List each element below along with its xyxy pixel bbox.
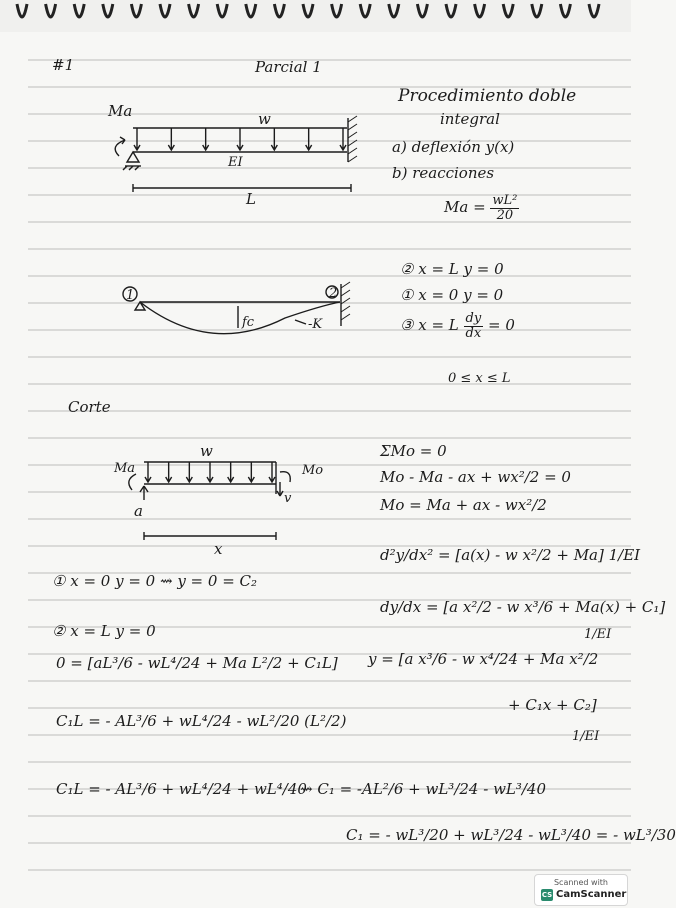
solution-line-4: C₁ = - wL³/20 + wL³/24 - wL³/40 = - wL³/30 (346, 826, 676, 844)
section-mo-label: Mo (302, 463, 324, 478)
deflection-constants: + C₁x + C₂] (508, 696, 597, 714)
procedure-heading: Procedimiento doble (398, 86, 577, 106)
procedure-item-a: a) deflexión y(x) (392, 138, 515, 156)
deflection-rhs: [a x³/6 - w x⁴/24 + Ma x²/2 (398, 650, 599, 668)
solution-line-1: 0 = [aL³/6 - wL⁴/24 + Ma L²/2 + C₁L] (56, 654, 338, 672)
ma-formula-lhs: Ma = (444, 198, 486, 217)
camscanner-logo-icon: CS (541, 891, 553, 899)
bc-2: ② x = L y = 0 (400, 260, 504, 278)
second-derivative-eq (380, 548, 640, 563)
bc-3 (400, 312, 515, 340)
sum-moments: ΣMo = 0 (380, 442, 447, 460)
load-arrow (271, 128, 277, 150)
procedure-item-b: b) reacciones (392, 164, 495, 182)
load-arrow (228, 462, 234, 482)
moment-eq-1: Mo - Ma - ax + wx²/2 = 0 (380, 468, 571, 486)
load-arrow (145, 462, 151, 482)
section-ma-label: Ma (114, 461, 136, 476)
condition-1: ① x = 0 y = 0 ⇝ y = 0 = C₂ (52, 572, 258, 590)
section-a-label: a (134, 502, 143, 520)
load-arrow (248, 462, 254, 482)
deflection-lhs: y = (368, 650, 394, 668)
solution-line-3b: ⇝ C₁ = -AL²/6 + wL³/24 - wL³/40 (300, 780, 547, 798)
first-derivative-rhs: [a x²/2 - w x³/6 + Ma(x) + C₁] (443, 598, 666, 616)
problem-number: #1 (52, 56, 75, 74)
load-arrow (306, 128, 312, 150)
section-w-label: w (200, 442, 213, 460)
deflection-ei: 1/EI (572, 729, 600, 744)
bc-3-right: = 0 (487, 316, 515, 335)
deflection-eq (368, 652, 598, 667)
ma-formula-num: wL² (492, 193, 518, 208)
spiral-binding (0, 0, 631, 32)
load-arrow (340, 128, 346, 150)
first-derivative-ei: 1/EI (584, 627, 612, 642)
beam1-length-label: L (246, 190, 256, 208)
camscanner-watermark (534, 874, 628, 906)
load-arrow (207, 462, 213, 482)
load-arrow (269, 462, 275, 482)
load-arrow (237, 128, 243, 150)
watermark-scanned-with: Scanned with (553, 878, 609, 887)
beam1-w-label: w (258, 110, 271, 128)
moment-eq-2: Mo = Ma + ax - wx²/2 (380, 496, 547, 514)
second-derivative-rhs: [a(x) - w x²/2 + Ma] 1/EI (455, 546, 641, 564)
page-title: Parcial 1 (255, 58, 322, 76)
beam-diagram-2 (120, 280, 360, 350)
section-title: Corte (68, 398, 111, 416)
solution-line-2: C₁L = - AL³/6 + wL⁴/24 - wL²/20 (L²/2) (56, 712, 347, 730)
section-x-label: x (214, 540, 223, 558)
beam2-k-label: -K (308, 317, 323, 332)
load-arrow (166, 462, 172, 482)
watermark-brand: CamScanner (556, 889, 627, 900)
first-derivative-lhs: dy/dx = (380, 598, 439, 616)
bc-3-left: ③ x = L (400, 316, 459, 335)
load-arrow (168, 128, 174, 150)
first-derivative-eq (380, 600, 665, 615)
ma-formula-den: 20 (496, 207, 514, 223)
procedure-heading-2: integral (440, 110, 500, 128)
bc-3-den: dx (465, 325, 482, 341)
bc-1: ① x = 0 y = 0 (400, 286, 504, 304)
domain-range: 0 ≤ x ≤ L (448, 371, 511, 386)
load-arrow (186, 462, 192, 482)
load-arrow (134, 128, 140, 150)
beam1-ma-label: Ma (108, 102, 133, 120)
ma-formula (444, 194, 519, 222)
beam2-fc-label: fc (242, 315, 255, 330)
condition-2: ② x = L y = 0 (52, 622, 156, 640)
solution-line-3: C₁L = - AL³/6 + wL⁴/24 + wL⁴/40 (56, 780, 307, 798)
beam2-node-1: 1 (126, 288, 135, 303)
load-arrow (203, 128, 209, 150)
bc-3-num: dy (465, 311, 482, 326)
beam1-ei-label: EI (228, 155, 243, 170)
beam2-node-2: 2 (329, 286, 338, 301)
second-derivative-lhs: d²y/dx² = (380, 546, 451, 564)
section-v-label: v (284, 491, 292, 506)
